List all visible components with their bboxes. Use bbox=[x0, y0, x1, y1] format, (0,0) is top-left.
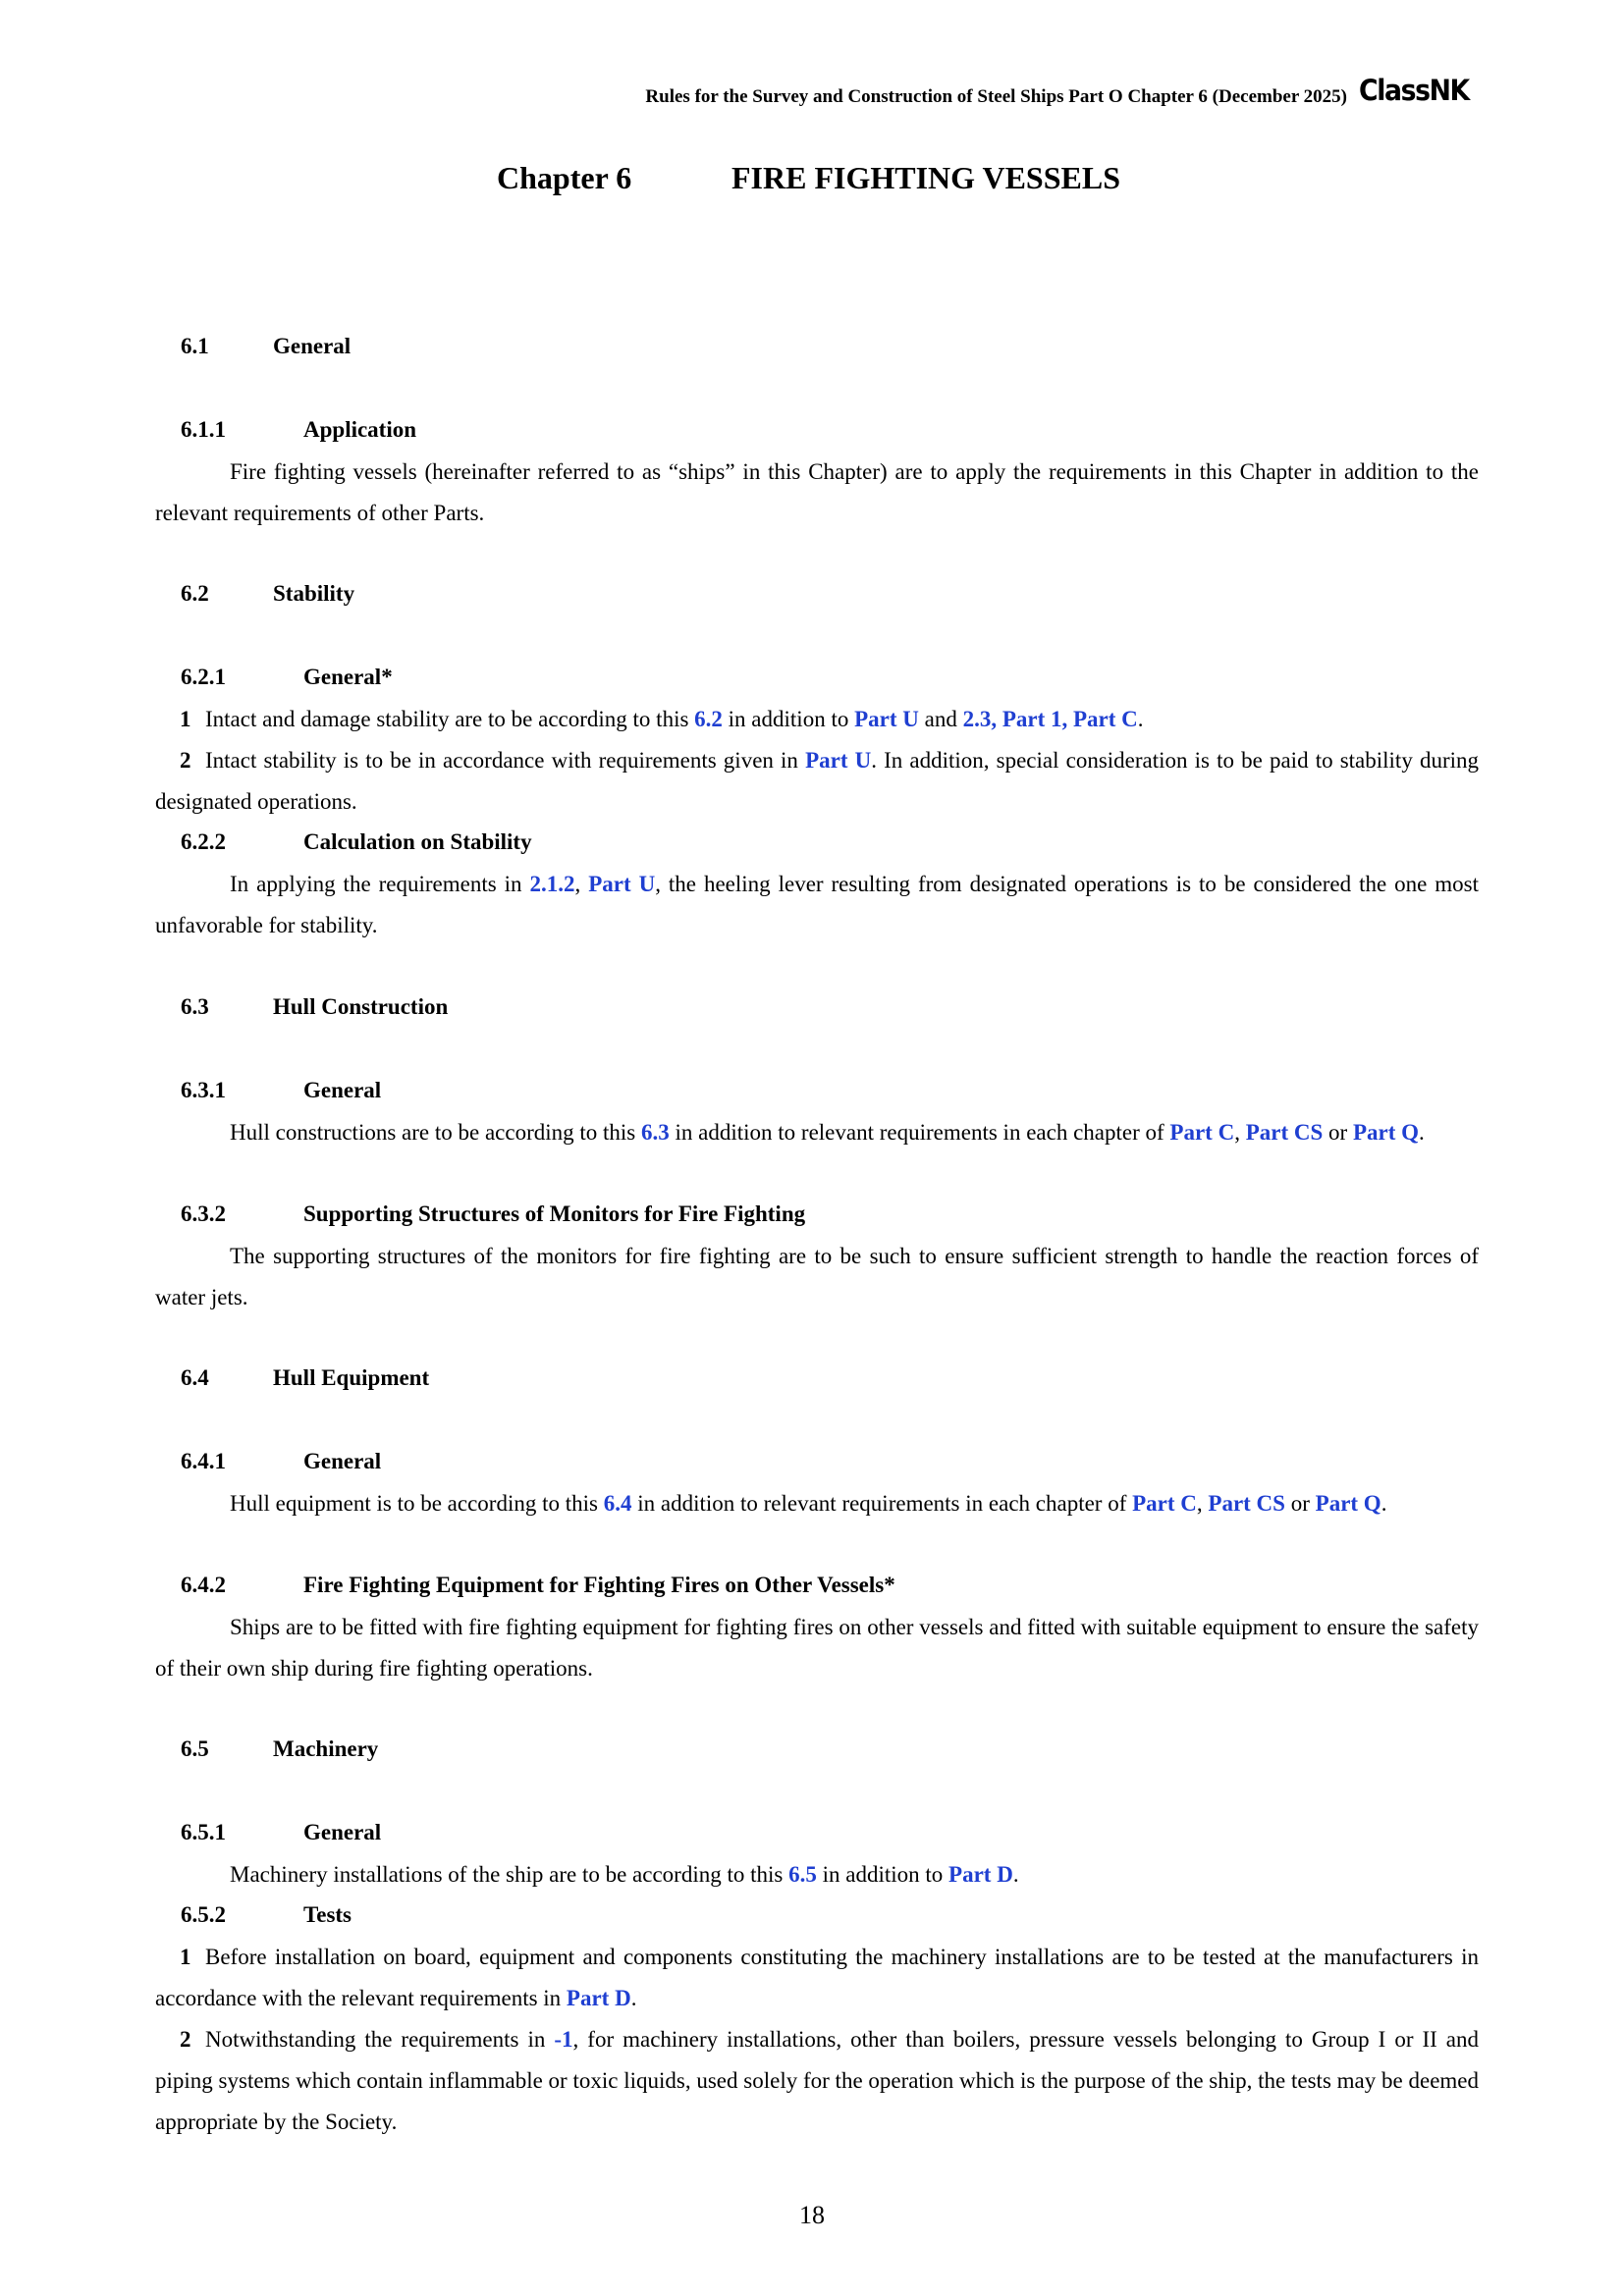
section-6-3-2-number: 6.3.2 bbox=[181, 1201, 226, 1226]
section-6-3-1-title: General bbox=[303, 1078, 382, 1102]
link-6-2[interactable]: 6.2 bbox=[694, 707, 723, 731]
link-2-3-part-1-part-c[interactable]: 2.3, Part 1, Part C bbox=[962, 707, 1138, 731]
link-part-u[interactable]: Part U bbox=[588, 872, 656, 896]
link-part-d[interactable]: Part D bbox=[948, 1862, 1013, 1887]
link-part-cs[interactable]: Part CS bbox=[1245, 1120, 1324, 1145]
link-part-c[interactable]: Part C bbox=[1169, 1120, 1235, 1145]
paragraph-6-2-2: In applying the requirements in 2.1.2, Part U, the heeling lever resulting from designated operations is to be considered the one most unfavorable for stability. bbox=[155, 872, 1480, 937]
section-6-5-title: Machinery bbox=[273, 1736, 379, 1761]
section-6-4-2-title: Fire Fighting Equipment for Fighting Fires on Other Vessels* bbox=[303, 1573, 895, 1597]
section-6-1-number: 6.1 bbox=[181, 334, 209, 358]
link-part-cs[interactable]: Part CS bbox=[1208, 1491, 1285, 1516]
link-part-u[interactable]: Part U bbox=[854, 707, 919, 731]
link-part-q[interactable]: Part Q bbox=[1315, 1491, 1381, 1516]
section-6-2-1-title: General* bbox=[303, 665, 393, 689]
section-6-4-title: Hull Equipment bbox=[273, 1365, 430, 1390]
paragraph-6-2-1-2: 2 Intact stability is to be in accordance with requirements given in Part U. In addition, special consideration is to be paid to stability during designated operations. bbox=[155, 740, 1479, 823]
link-minus-1[interactable]: -1 bbox=[554, 2027, 573, 2052]
paragraph-6-3-1: Hull constructions are to be according to this 6.3 in addition to relevant requirements in each chapter of Part C, Part CS or Part Q. bbox=[230, 1120, 1425, 1145]
link-6-4[interactable]: 6.4 bbox=[603, 1491, 632, 1516]
item-number: 1 bbox=[180, 707, 191, 731]
paragraph-6-5-2-2: 2 Notwithstanding the requirements in -1, for machinery installations, other than boilers, pressure vessels belonging to Group I or II and piping systems which contain inflammable or toxic liquids, used solely for the operation which is the purpose of the ship, the tests may be deemed appropriate by the Society. bbox=[155, 2019, 1479, 2143]
page-number: 18 bbox=[799, 2201, 825, 2229]
paragraph-6-2-1-1: 1 Intact and damage stability are to be according to this 6.2 in addition to Part U and 2.3, Part 1, Part C. bbox=[155, 699, 1479, 740]
section-6-3-2-title: Supporting Structures of Monitors for Fire Fighting bbox=[303, 1201, 806, 1226]
paragraph-6-4-2: Ships are to be fitted with fire fighting equipment for fighting fires on other vessels and fitted with suitable equipment to ensure the safety of their own ship during fire fighting operations. bbox=[155, 1615, 1479, 1681]
chapter-title: FIRE FIGHTING VESSELS bbox=[731, 160, 1120, 195]
classnk-logo: ClassNK bbox=[1359, 74, 1469, 107]
section-6-4-1-title: General bbox=[303, 1449, 382, 1473]
section-6-1-title: General bbox=[273, 334, 352, 358]
paragraph-6-4-1: Hull equipment is to be according to this 6.4 in addition to relevant requirements in each chapter of Part C, Part CS or Part Q. bbox=[230, 1491, 1387, 1516]
section-6-5-number: 6.5 bbox=[181, 1736, 209, 1761]
section-6-3-1-number: 6.3.1 bbox=[181, 1078, 226, 1102]
link-6-3[interactable]: 6.3 bbox=[641, 1120, 670, 1145]
item-number: 1 bbox=[180, 1945, 191, 1969]
section-6-4-1-number: 6.4.1 bbox=[181, 1449, 226, 1473]
link-part-c[interactable]: Part C bbox=[1132, 1491, 1197, 1516]
paragraph-6-3-2: The supporting structures of the monitors for fire fighting are to be such to ensure sufficient strength to handle the reaction forces of water jets. bbox=[155, 1244, 1479, 1309]
section-6-2-2-title: Calculation on Stability bbox=[303, 829, 532, 854]
link-part-d[interactable]: Part D bbox=[566, 1986, 631, 2010]
section-6-2-1-number: 6.2.1 bbox=[181, 665, 226, 689]
link-part-u[interactable]: Part U bbox=[805, 748, 872, 773]
section-6-5-2-title: Tests bbox=[303, 1902, 352, 1927]
link-2-1-2[interactable]: 2.1.2 bbox=[529, 872, 575, 896]
section-6-4-number: 6.4 bbox=[181, 1365, 209, 1390]
section-6-3-number: 6.3 bbox=[181, 994, 209, 1019]
paragraph-6-5-1: Machinery installations of the ship are to be according to this 6.5 in addition to Part D. bbox=[230, 1862, 1019, 1887]
item-number: 2 bbox=[180, 2027, 191, 2052]
section-6-3-title: Hull Construction bbox=[273, 994, 449, 1019]
paragraph-6-5-2-1: 1 Before installation on board, equipment and components constituting the machinery installations are to be tested at the manufacturers in accordance with the relevant requirements in Part D. bbox=[155, 1937, 1479, 2019]
section-6-1-1-number: 6.1.1 bbox=[181, 417, 226, 442]
running-header: Rules for the Survey and Construction of Steel Ships Part O Chapter 6 (December 2025) bbox=[645, 86, 1347, 107]
section-6-5-1-number: 6.5.1 bbox=[181, 1820, 226, 1844]
section-6-4-2-number: 6.4.2 bbox=[181, 1573, 226, 1597]
link-6-5[interactable]: 6.5 bbox=[788, 1862, 817, 1887]
section-6-5-2-number: 6.5.2 bbox=[181, 1902, 226, 1927]
link-part-q[interactable]: Part Q bbox=[1352, 1120, 1419, 1145]
section-6-2-2-number: 6.2.2 bbox=[181, 829, 226, 854]
chapter-number: Chapter 6 bbox=[497, 160, 632, 195]
section-6-1-1-title: Application bbox=[303, 417, 417, 442]
section-6-2-title: Stability bbox=[273, 581, 355, 606]
section-6-2-number: 6.2 bbox=[181, 581, 209, 606]
paragraph-6-1-1: Fire fighting vessels (hereinafter referred to as “ships” in this Chapter) are to apply the requirements in this Chapter in addition to the relevant requirements of other Parts. bbox=[155, 459, 1479, 525]
section-6-5-1-title: General bbox=[303, 1820, 382, 1844]
item-number: 2 bbox=[180, 748, 191, 773]
